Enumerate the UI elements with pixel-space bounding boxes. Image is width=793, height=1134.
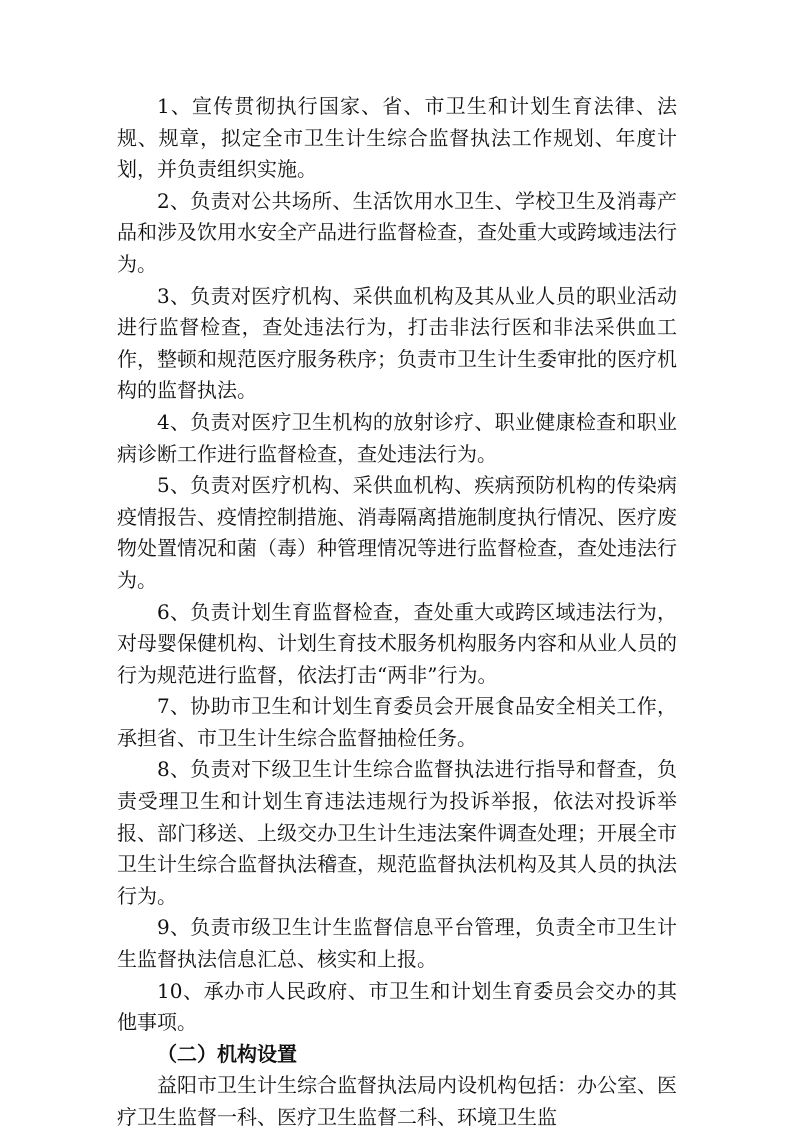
duty-item-7: 7、协助市卫生和计划生育委员会开展食品安全相关工作，承担省、市卫生计生综合监督抽检任务。 bbox=[117, 694, 677, 750]
duty-item-10: 10、承办市人民政府、市卫生和计划生育委员会交办的其他事项。 bbox=[117, 978, 677, 1035]
section-paragraph: 益阳市卫生计生综合监督执法局内设机构包括：办公室、医疗卫生监督一科、医疗卫生监督二科、环境卫生监 bbox=[117, 1073, 677, 1129]
duty-item-8: 8、负责对下级卫生计生综合监督执法进行指导和督查，负责受理卫生和计划生育违法违规行为投诉举报，依法对投诉举报、部门移送、上级交办卫生计生违法案件调查处理；开展全市卫生计生综合监督执法稽查，规范监督执法机构及其人员的执法行为。 bbox=[117, 757, 677, 908]
document-body bbox=[117, 91, 677, 1134]
duty-item-1: 1、宣传贯彻执行国家、省、市卫生和计划生育法律、法规、规章，拟定全市卫生计生综合监督执法工作规划、年度计划，并负责组织实施。 bbox=[117, 94, 677, 182]
duty-item-2: 2、负责对公共场所、生活饮用水卫生、学校卫生及消毒产品和涉及饮用水安全产品进行监督检查，查处重大或跨域违法行为。 bbox=[117, 188, 677, 276]
duty-item-4: 4、负责对医疗卫生机构的放射诊疗、职业健康检查和职业病诊断工作进行监督检查，查处违法行为。 bbox=[117, 409, 677, 466]
duty-item-3: 3、负责对医疗机构、采供血机构及其从业人员的职业活动进行监督检查，查处违法行为，打击非法行医和非法采供血工作，整顿和规范医疗服务秩序；负责市卫生计生委审批的医疗机构的监督执法。 bbox=[117, 283, 677, 403]
duty-item-5: 5、负责对医疗机构、采供血机构、疾病预防机构的传染病疫情报告、疫情控制措施、消毒隔离措施制度执行情况、医疗废物处置情况和菌（毒）种管理情况等进行监督检查，查处违法行为。 bbox=[117, 473, 677, 592]
section-heading: （二）机构设置 bbox=[157, 1041, 297, 1066]
duty-item-9: 9、负责市级卫生计生监督信息平台管理，负责全市卫生计生监督执法信息汇总、核实和上报。 bbox=[117, 915, 677, 972]
duty-item-6: 6、负责计划生育监督检查，查处重大或跨区域违法行为，对母婴保健机构、计划生育技术服务机构服务内容和从业人员的行为规范进行监督，依法打击“两非”行为。 bbox=[117, 599, 677, 687]
